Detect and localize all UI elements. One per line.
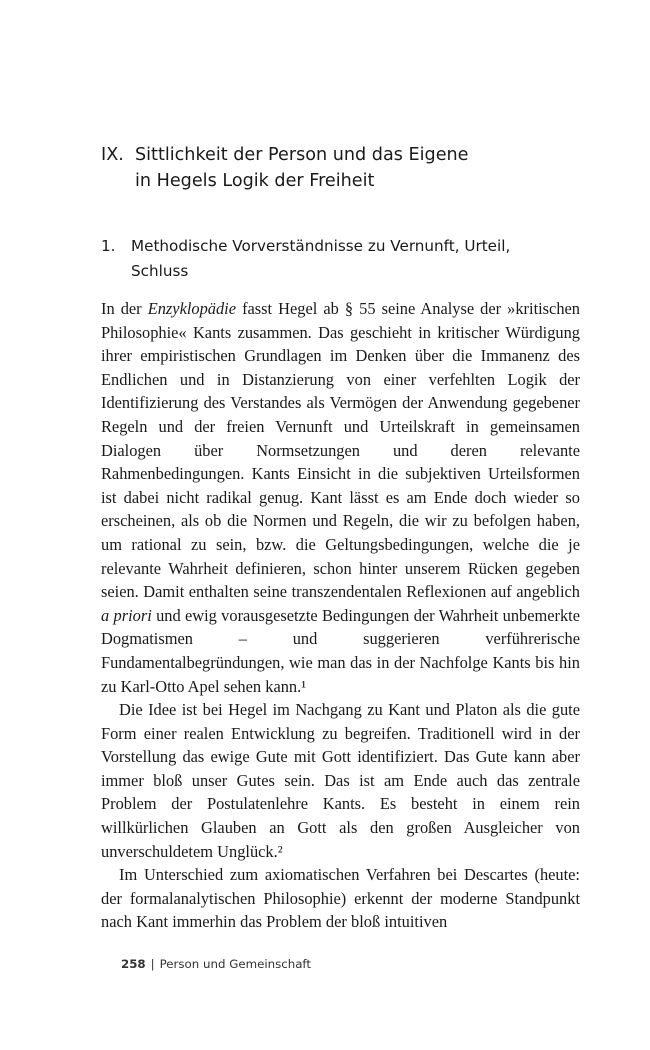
paragraph-1: In der Enzyklopädie fasst Hegel ab § 55 seine Analyse der »kritischen Philosophie« Kants zusammen. Das geschieht in kritischer Würdigung ihrer empiristischen Grundlagen im Denken über die Immanenz des Endlichen und in Distanzierung von einer verfehlten Logik der Identifizierung des Verstandes als Vermögen der Anwendung gegebener Regeln und der freien Vernunft und Urteilskraft in gemeinsamen Dialogen über Normsetzungen und deren relevante Rahmenbedingungen. Kants Einsicht in die subjektiven Urteilsformen ist dabei nicht radikal genug. Kant lässt es am Ende doch wieder so erscheinen, als ob die Normen und Regeln, die wir zu befolgen haben, um rational zu sein, bzw. die Geltungsbedingungen, welche die je relevante Wahrheit definieren, schon hinter unserem Rücken gegeben seien. Damit enthalten seine transzendentalen Reflexionen auf angeblich a priori und ewig vorausgesetzte Bedingungen der Wahrheit unbemerkte Dogmatismen – und suggerieren verführerische Fundamentalbegründungen, wie man das in der Nachfolge Kants bis hin zu Karl-Otto Apel sehen kann.¹	[101, 299, 580, 696]
italic-term: a priori	[101, 605, 152, 625]
section-title-line-1: Methodische Vorverständnisse zu Vernunft, Urteil,	[131, 237, 511, 255]
page-footer	[121, 957, 311, 971]
chapter-number: IX.	[101, 145, 124, 165]
footer-separator: |	[150, 957, 155, 971]
paragraph-3: Im Unterschied zum axiomatischen Verfahren bei Descartes (heute: der formalanalytischen Philosophie) erkennt der moderne Standpunkt nach Kant immerhin das Problem der bloß intuitiven	[101, 865, 580, 932]
running-title: Person und Gemeinschaft	[159, 957, 312, 971]
italic-work-title: Enzyklopädie	[147, 299, 237, 318]
section-title-line-2: Schluss	[131, 262, 189, 280]
section-number: 1.	[101, 237, 116, 255]
chapter-heading	[101, 142, 601, 194]
section-heading	[101, 234, 601, 284]
chapter-title-line-2: in Hegels Logik der Freiheit	[135, 171, 375, 191]
chapter-title-line-1: Sittlichkeit der Person und das Eigene	[135, 145, 469, 165]
page-number: 258	[121, 957, 146, 971]
body-text	[101, 297, 580, 934]
paragraph-2: Die Idee ist bei Hegel im Nachgang zu Kant und Platon als die gute Form einer realen Entwicklung zu begreifen. Traditionell wird in der Vorstellung das ewige Gute mit Gott identifiziert. Das Gute kann aber immer bloß unser Gutes sein. Das ist am Ende auch das zentrale Problem der Postulatenlehre Kants. Es besteht in einem rein willkürlichen Glauben an Gott als den großen Ausgleicher von unverschuldetem Unglück.²	[101, 700, 580, 861]
